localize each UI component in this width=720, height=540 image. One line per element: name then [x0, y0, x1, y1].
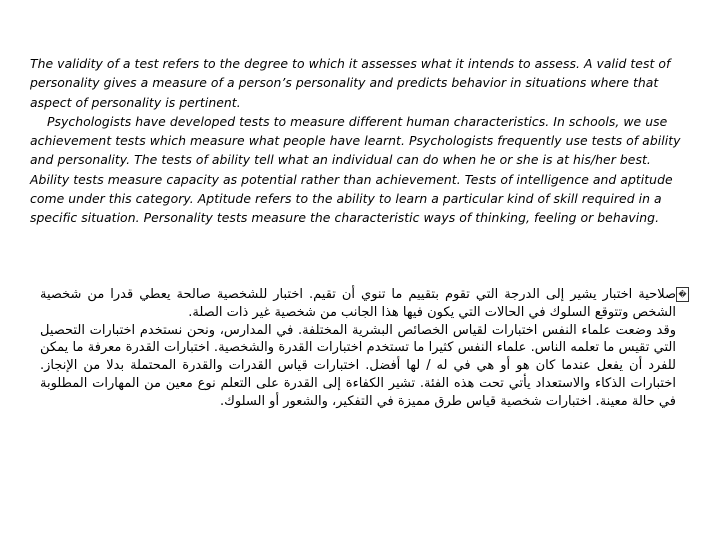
arabic-text-block [40, 286, 680, 411]
missing-glyph-icon: � [676, 287, 689, 302]
english-paragraph-validity: The validity of a test refers to the degree to which it assesses what it intends to assess. A valid test of personality gives a measure of a person’s personality and predicts behavior in situations where that aspect of personality is pertinent. [30, 56, 671, 110]
english-paragraph-tests: Psychologists have developed tests to measure different human characteristics. In schools, we use achievement tests which measure what people have learnt. Psychologists frequently use tests of ability and personality. The tests of ability tell what an individual can do when he or she is at his/her best. Ability tests measure capacity as potential rather than achievement. Tests of intelligence and aptitude come under this category. Aptitude refers to the ability to learn a particular kind of skill required in a specific situation. Personality tests measure the characteristic ways of thinking, feeling or behaving. [30, 113, 681, 226]
english-text-block [30, 54, 692, 228]
arabic-paragraph-validity: صلاحية اختبار يشير إلى الدرجة التي تقوم بتقييم ما تنوي أن تقيم. اختبار للشخصية صالحة يعطي قدرا من شخصية الشخص وتتوقع السلوك في الحالات التي يكون فيها هذا الجانب من شخصية غير ذات الصلة. [40, 287, 676, 320]
arabic-paragraph-tests: وقد وضعت علماء النفس اختبارات لقياس الخصائص البشرية المختلفة. في المدارس، ونحن نستخدم اختبارات التحصيل التي تقيس ما تعلمه الناس. علماء النفس كثيرا ما تستخدم اختبارات القدرة والشخصية. اختبارات القدرة معرفة ما يمكن للفرد أن يفعل عندما كان هو أو هي في له / لها أفضل. اختبارات قياس القدرات والقدرة المحتملة بدلا من الإنجاز. اختبارات الذكاء والاستعداد يأتي تحت هذه الفئة. تشير الكفاءة إلى القدرة على التعلم نوع معين من المهارات المطلوبة في حالة معينة. اختبارات شخصية قياس طرق مميزة في التفكير، والشعور أو السلوك. [40, 322, 676, 409]
